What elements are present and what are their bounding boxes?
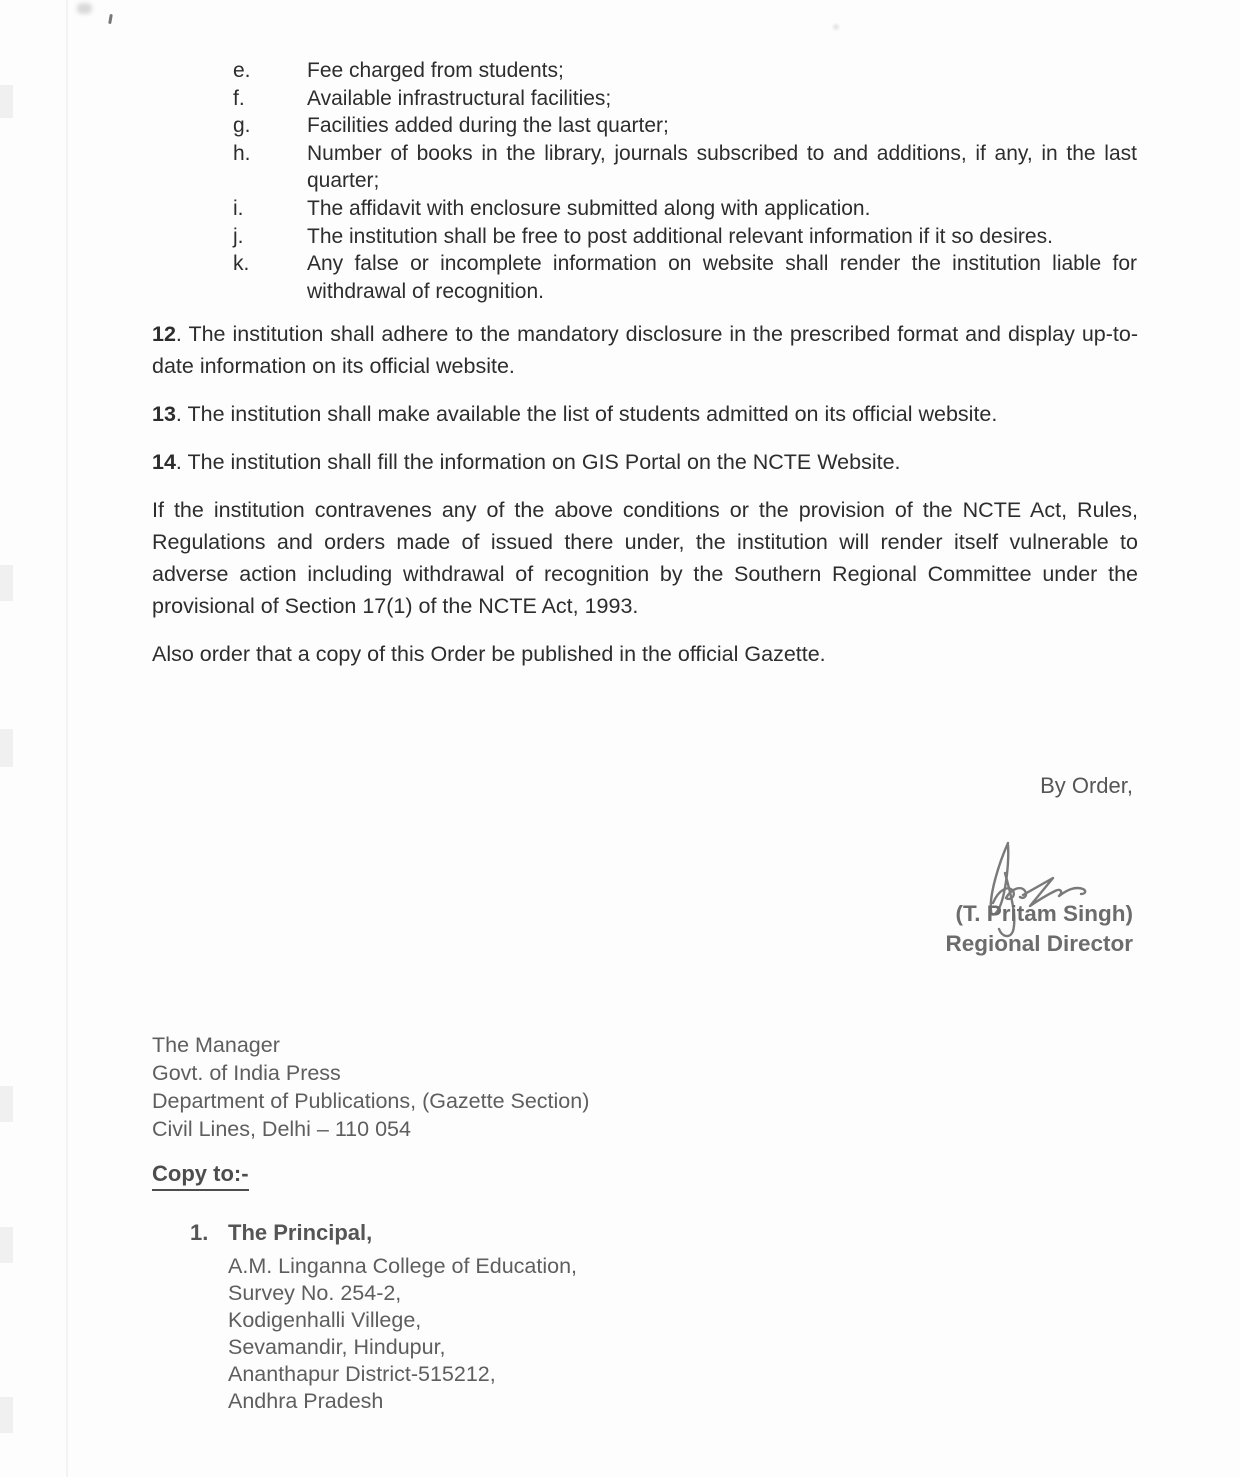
scan-artifact: [0, 85, 13, 118]
scan-artifact: [0, 1397, 13, 1433]
scan-tick-mark: [108, 14, 113, 24]
list-item-text: Number of books in the library, journals subscribed to and additions, if any, in the last quarter;: [307, 141, 1137, 193]
list-item: [233, 140, 1137, 195]
paragraph-number: 13: [152, 402, 176, 426]
list-item: [233, 57, 1137, 85]
paragraph: [152, 638, 1138, 670]
list-item-letter: g.: [233, 114, 251, 138]
paragraph: [152, 494, 1138, 622]
signatory-name: (T. Pritam Singh): [955, 901, 1133, 926]
condition-sub-list: [233, 57, 1137, 305]
list-item: [233, 112, 1137, 140]
scan-artifact: [0, 565, 13, 601]
list-item-text: Fee charged from students;: [307, 59, 564, 82]
paragraph-text: . The institution shall fill the information on GIS Portal on the NCTE Website.: [175, 450, 901, 474]
list-item-letter: k.: [233, 252, 250, 276]
scan-smudge: [77, 3, 92, 14]
paragraph-text: If the institution contravenes any of the above conditions or the provision of the NCTE Act, Rules, Regulations and orders made of issued there under, the institution will render itself vulnerable to adverse action including withdrawal of recognition by the Southern Regional Committee under the provisional of Section 17(1) of the NCTE Act, 1993.: [152, 498, 1138, 618]
list-item-text: Facilities added during the last quarter;: [307, 114, 669, 138]
list-item-letter: e.: [233, 59, 251, 82]
address-line: Kodigenhalli Villege,: [228, 1308, 422, 1332]
scan-artifact: [0, 1227, 13, 1263]
list-item-letter: f.: [233, 86, 245, 110]
scan-artifact-line: [66, 0, 68, 1477]
address-line: Govt. of India Press: [152, 1061, 341, 1085]
recipient-address: [152, 1031, 589, 1143]
list-item-text: The affidavit with enclosure submitted along with application.: [307, 196, 871, 220]
signatory-title: Regional Director: [945, 931, 1133, 956]
list-item: [233, 250, 1137, 305]
list-item-text: Any false or incomplete information on website shall render the institution liable for withdrawal of recognition.: [307, 252, 1137, 303]
address-line: The Manager: [152, 1033, 280, 1057]
list-item: [233, 195, 1137, 223]
paragraph-text: . The institution shall make available the list of students admitted on its official website.: [175, 402, 998, 426]
list-item-letter: j.: [233, 224, 244, 248]
address-line: Survey No. 254-2,: [228, 1281, 402, 1305]
copy-item-number: 1.: [190, 1220, 209, 1245]
by-order-line: By Order,: [1040, 773, 1133, 798]
paragraph-text: . The institution shall adhere to the mandatory disclosure in the prescribed format and display up-to-date information on its official website.: [152, 322, 1138, 378]
copy-item: [190, 1219, 577, 1246]
paragraph-text: Also order that a copy of this Order be published in the official Gazette.: [152, 642, 826, 666]
address-line: Andhra Pradesh: [228, 1389, 384, 1413]
address-line: Ananthapur District-515212,: [228, 1362, 496, 1386]
address-line: Civil Lines, Delhi – 110 054: [152, 1117, 411, 1141]
copy-item-address: [228, 1253, 577, 1415]
address-line: Sevamandir, Hindupur,: [228, 1335, 446, 1359]
list-item-text: Available infrastructural facilities;: [307, 86, 612, 110]
scan-speck: [833, 24, 839, 30]
list-item-letter: i.: [233, 196, 244, 220]
address-line: Department of Publications, (Gazette Section): [152, 1089, 590, 1113]
paragraph: [152, 398, 1138, 430]
address-line: A.M. Linganna College of Education,: [228, 1254, 578, 1278]
signatory-block: [945, 899, 1133, 959]
body-paragraphs: [152, 318, 1138, 686]
paragraph: [152, 446, 1138, 478]
paragraph-number: 14: [152, 450, 176, 474]
list-item-letter: h.: [233, 141, 251, 165]
copy-to-block: [190, 1219, 577, 1415]
copy-to-section: [152, 1161, 249, 1191]
copy-item-name: The Principal,: [228, 1220, 373, 1245]
list-item: [233, 223, 1137, 251]
list-item-text: The institution shall be free to post additional relevant information if it so desires.: [307, 224, 1053, 248]
scan-artifact: [0, 1086, 13, 1122]
list-item: [233, 85, 1137, 113]
copy-to-heading: Copy to:-: [152, 1161, 249, 1191]
paragraph: [152, 318, 1138, 382]
scan-artifact: [0, 729, 13, 767]
paragraph-number: 12: [152, 322, 176, 346]
